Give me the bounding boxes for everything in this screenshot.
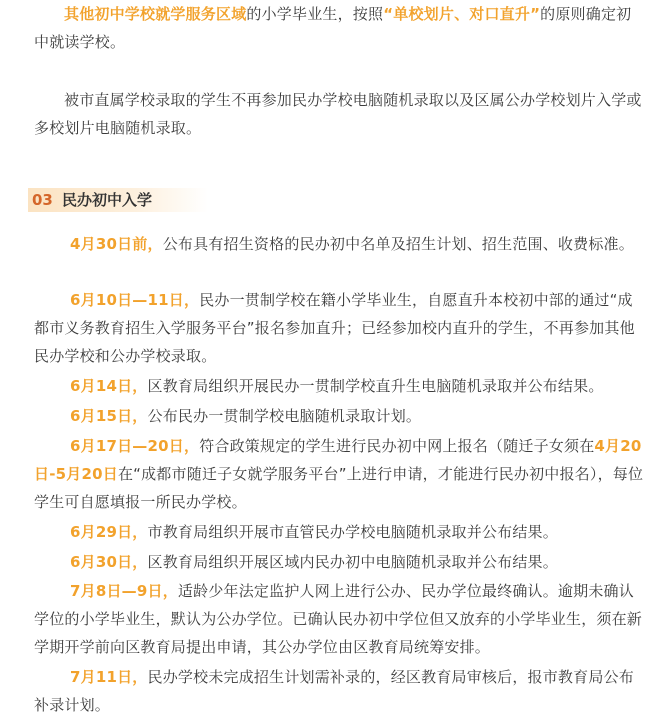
item-text: 区教育局组织开展民办一贯制学校直升生电脑随机录取并公布结果。 [147, 377, 604, 395]
item-text: 在“成都市随迁子女就学服务平台”上进行申请，才能进行民办初中报名），每位学生可自愿填报一所民办学校。 [34, 465, 644, 511]
item-date: 4月20日-5月20日 [34, 437, 642, 483]
list-item [34, 663, 644, 719]
intro-paragraph-2: 被市直属学校录取的学生不再参加民办学校电脑随机录取以及区属公办学校划片入学或多校划片电脑随机录取。 [34, 91, 642, 137]
item-text: 公布具有招生资格的民办初中名单及招生计划、招生范围、收费标准。 [162, 235, 634, 253]
item-text: 区教育局组织开展区域内民办初中电脑随机录取并公布结果。 [147, 553, 558, 571]
item-date: 6月15日， [70, 407, 148, 425]
section-heading [28, 184, 218, 214]
item-text: 民办学校未完成招生计划需补录的，经区教育局审核后，报市教育局公布补录计划。 [34, 668, 634, 714]
body-text: 的原则确定初中就读学校。 [34, 5, 632, 51]
item-date: 6月29日， [70, 523, 148, 541]
item-date: 6月14日， [70, 377, 148, 395]
item-text: 公布民办一贯制学校电脑随机录取计划。 [147, 407, 422, 425]
list-item [34, 286, 644, 370]
list-item [34, 548, 644, 576]
item-date: 7月8日—9日， [70, 582, 178, 600]
list-item [34, 577, 644, 661]
item-date: 4月30日前， [70, 235, 163, 253]
item-date: 6月17日—20日， [70, 437, 200, 455]
list-item [34, 230, 644, 258]
item-date: 6月10日—11日， [70, 291, 200, 309]
body-text: 的小学毕业生，按照 [246, 5, 384, 23]
highlight-text: 其他初中学校就学服务区域 [64, 5, 247, 23]
section-title: 民办初中入学 [62, 191, 153, 209]
item-text: 适龄少年法定监护人网上进行公办、民办学位最终确认。逾期未确认学位的小学毕业生，默认为公办学位。已确认民办初中学位但又放弃的小学毕业生，须在新学期开学前向区教育局提出申请，其公办学位由区教育局统筹安排。 [34, 582, 643, 656]
item-date: 7月11日， [70, 668, 148, 686]
list-item [34, 402, 644, 430]
item-text: 市教育局组织开展市直管民办学校电脑随机录取并公布结果。 [147, 523, 558, 541]
list-item [34, 518, 644, 546]
section-number: 03 [32, 191, 53, 209]
item-text: 民办一贯制学校在籍小学毕业生，自愿直升本校初中部的通过“成都市义务教育招生入学服务平台”报名参加直升；已经参加校内直升的学生，不再参加其他民办学校和公办学校录取。 [34, 291, 635, 365]
item-text: 符合政策规定的学生进行民办初中网上报名（随迁子女须在 [199, 437, 595, 455]
highlight-text: “单校划片、对口直升” [383, 5, 541, 23]
list-item [34, 432, 644, 516]
list-item [34, 372, 644, 400]
item-date: 6月30日， [70, 553, 148, 571]
intro-paragraph-1 [34, 0, 644, 56]
